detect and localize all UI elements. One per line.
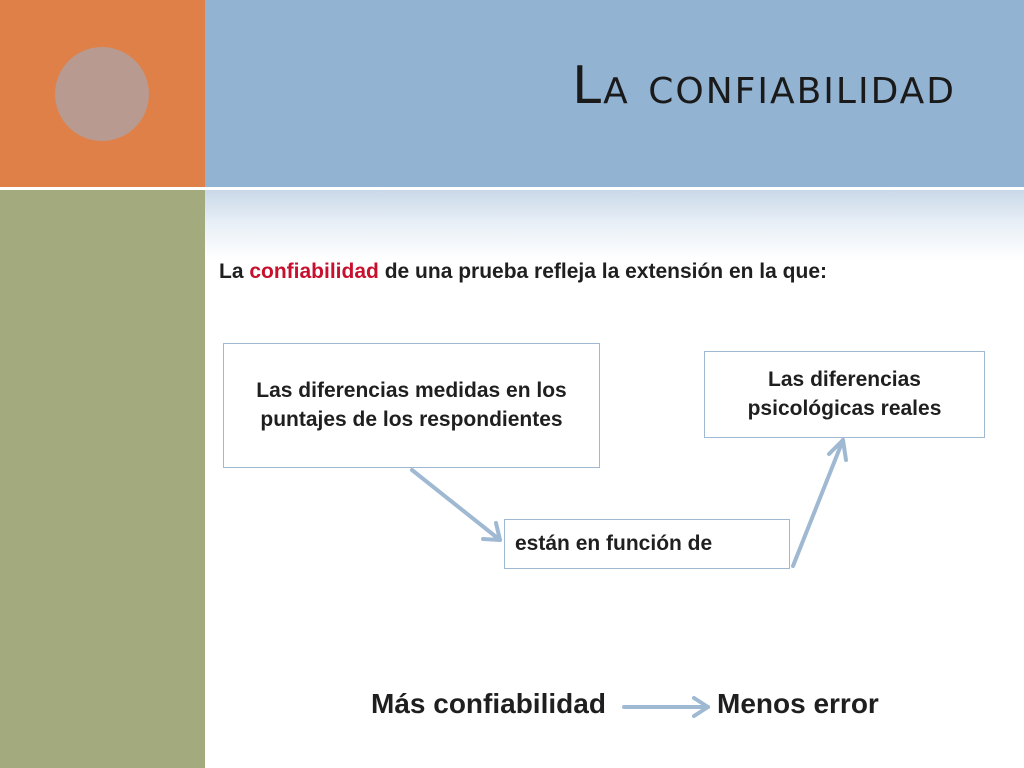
arrow-to-real-differences (793, 440, 843, 566)
intro-text-end: de una prueba refleja la extensión en la que: (378, 260, 827, 283)
intro-text-start: La (219, 260, 250, 283)
function-of-text: están en función de (515, 531, 713, 555)
real-differences-text: Las diferencias psicológicas reales (747, 367, 942, 420)
less-error-text: Menos error (717, 688, 879, 719)
intro-highlight-word: confiabilidad (249, 260, 379, 283)
measured-differences-text: Las diferencias medidas en los puntajes de los respondientes (256, 378, 567, 431)
more-reliability-text: Más confiabilidad (371, 688, 606, 719)
arrow-to-function-box (412, 470, 500, 540)
slide-title: La confiabilidad (572, 56, 956, 116)
